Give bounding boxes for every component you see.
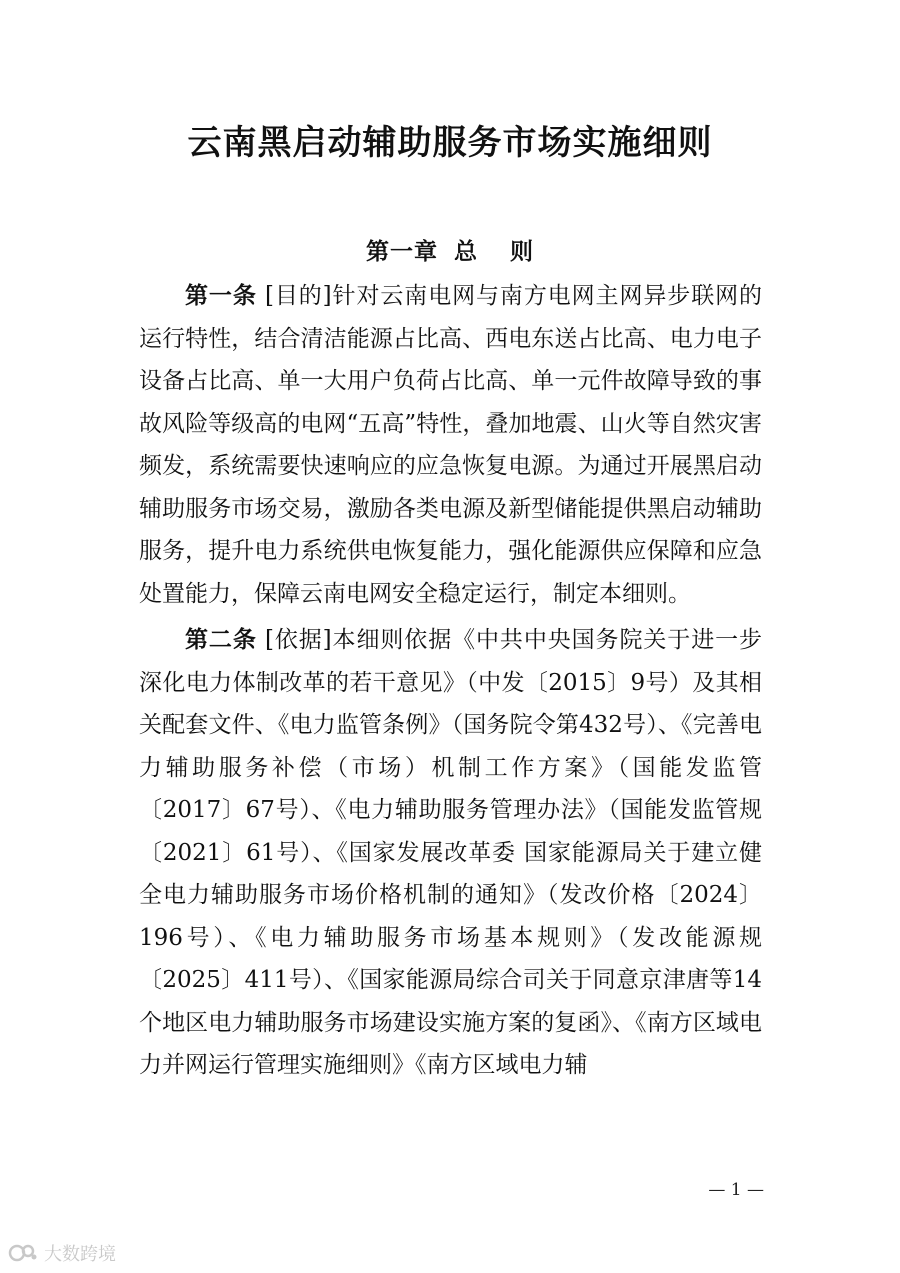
watermark-text: 大数跨境 — [44, 1244, 116, 1265]
chapter-number: 第一章 — [366, 239, 438, 265]
article-label: 第一条 — [185, 283, 257, 309]
article-text: [依据]本细则依据《中共中央国务院关于进一步深化电力体制改革的若干意见》（中发〔2015〕9号）及其相关配套文件、《电力监管条例》（国务院令第432号）、《完善电力辅助服务补偿（市场）机制工作方案》（国能发监管〔2017〕67号）、《电力辅助服务管理办法》（国能发监管规〔2021〕61号）、《国家发展改革委 国家能源局关于建立健全电力辅助服务市场价格机制的通知》（发改价格〔2024〕196号）、《电力辅助服务市场基本规则》（发改能源规〔2025〕411号）、《国家能源局综合司关于同意京津唐等14个地区电力辅助服务市场建设实施方案的复函》、《南方区域电力并网运行管理实施细则》《南方区域电力辅 — [139, 627, 763, 1078]
chapter-name-part1: 总 — [454, 239, 478, 265]
article-paragraph — [139, 619, 762, 1087]
article-text: [目的]针对云南电网与南方电网主网异步联网的运行特性，结合清洁能源占比高、西电东送占比高、电力电子设备占比高、单一大用户负荷占比高、单一元件故障导致的事故风险等级高的电网“五高”特性，叠加地震、山火等自然灾害频发，系统需要快速响应的应急恢复电源。为通过开展黑启动辅助服务市场交易，激励各类电源及新型储能提供黑启动辅助服务，提升电力系统供电恢复能力，强化能源供应保障和应急处置能力，保障云南电网安全稳定运行，制定本细则。 — [139, 283, 763, 607]
chapter-heading — [0, 232, 900, 272]
document-body — [139, 275, 762, 1087]
watermark — [8, 1238, 116, 1268]
watermark-logo-icon — [8, 1242, 38, 1264]
chapter-name-part2: 则 — [510, 239, 534, 265]
article-label: 第二条 — [185, 627, 257, 653]
document-title: 云南黑启动辅助服务市场实施细则 — [187, 123, 713, 163]
page-number: — 1 — — [708, 1180, 764, 1200]
article-paragraph — [139, 275, 762, 615]
